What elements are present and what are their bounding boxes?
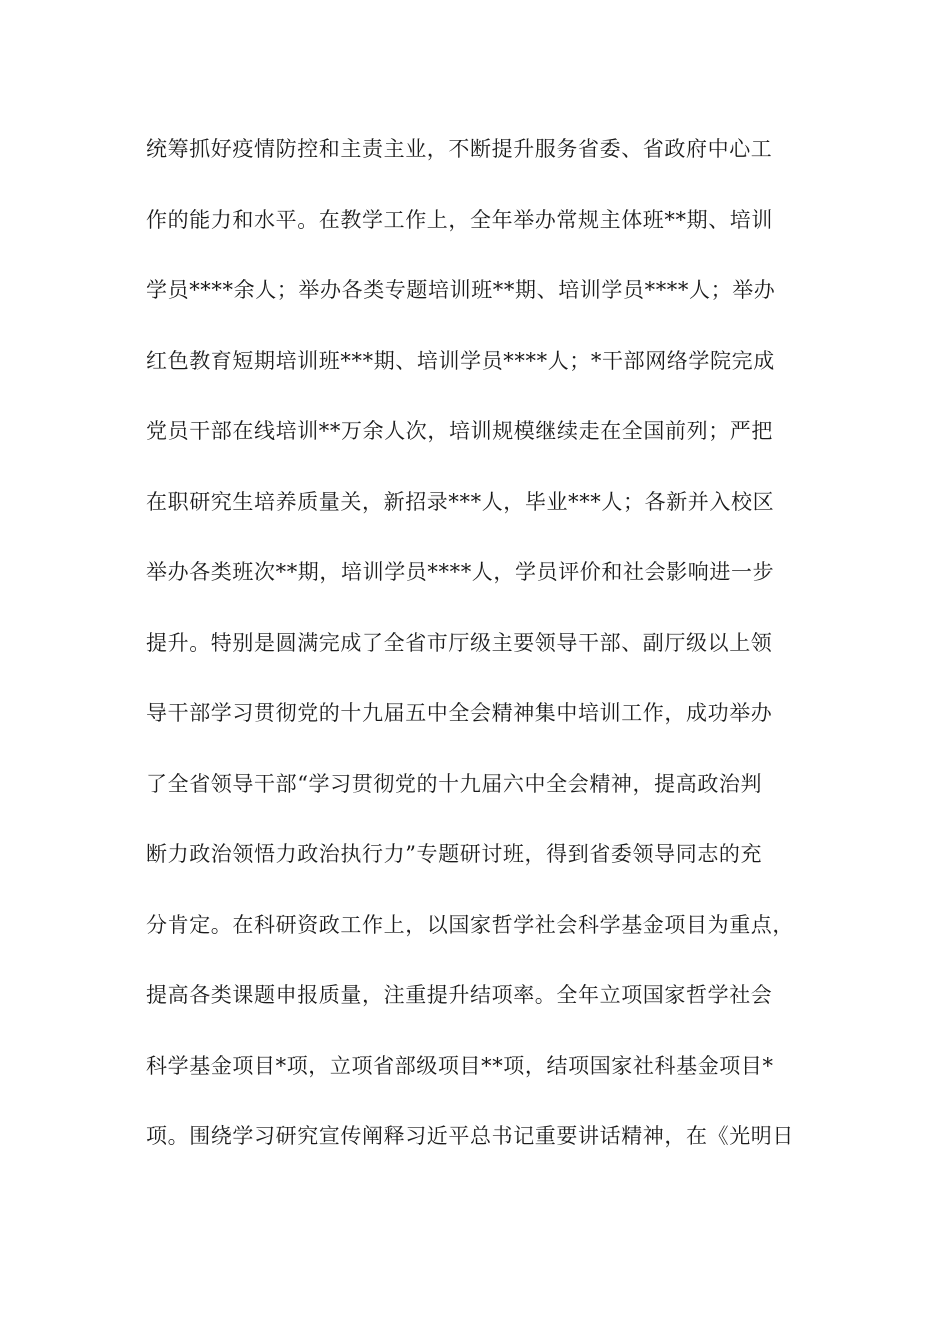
text-line: 统筹抓好疫情防控和主责主业，不断提升服务省委、省政府中心工 xyxy=(146,137,773,161)
text-line: 项。围绕学习研究宣传阐释习近平总书记重要讲话精神，在《光明日 xyxy=(146,1124,794,1148)
text-line: 提升。特别是圆满完成了全省市厅级主要领导干部、副厅级以上领 xyxy=(146,630,773,655)
text-line: 断力政治领悟力政治执行力”专题研讨班，得到省委领导同志的充 xyxy=(146,842,763,866)
text-line: 科学基金项目*项，立项省部级项目**项，结项国家社科基金项目* xyxy=(146,1053,774,1078)
text-line: 举办各类班次**期，培训学员****人，学员评价和社会影响进一步 xyxy=(146,560,775,584)
text-line: 作的能力和水平。在教学工作上，全年举办常规主体班**期、培训 xyxy=(146,207,773,232)
text-line: 党员干部在线培训**万余人次，培训规模继续走在全国前列；严把 xyxy=(146,419,773,443)
body-paragraph xyxy=(146,128,806,1186)
text-line: 学员****余人；举办各类专题培训班**期、培训学员****人；举办 xyxy=(146,278,776,302)
text-line: 导干部学习贯彻党的十九届五中全会精神集中培训工作，成功举办 xyxy=(146,701,773,725)
text-line: 分肯定。在科研资政工作上，以国家哲学社会科学基金项目为重点， xyxy=(146,912,794,937)
text-line: 了全省领导干部“学习贯彻党的十九届六中全会精神，提高政治判 xyxy=(146,771,763,796)
text-line: 红色教育短期培训班***期、培训学员****人；*干部网络学院完成 xyxy=(146,348,775,373)
text-line: 提高各类课题申报质量，注重提升结项率。全年立项国家哲学社会 xyxy=(146,983,773,1007)
text-line: 在职研究生培养质量关，新招录***人，毕业***人；各新并入校区 xyxy=(146,489,775,514)
